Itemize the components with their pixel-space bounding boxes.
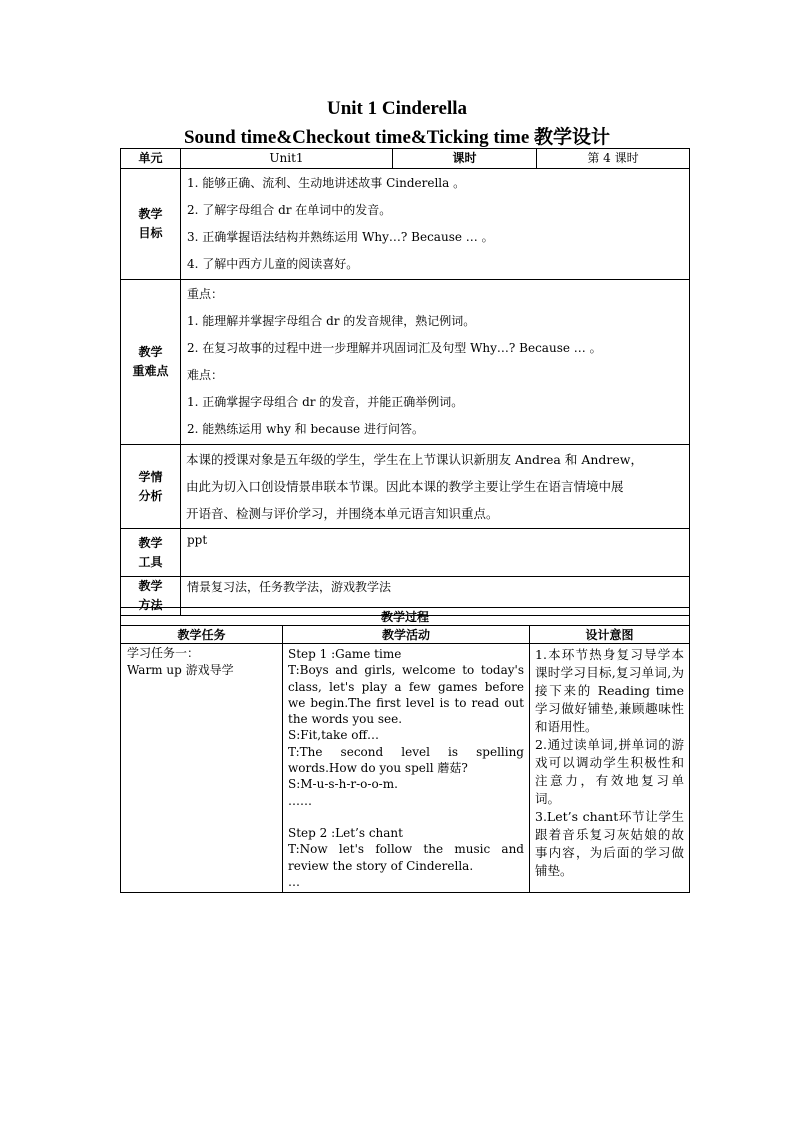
goals-label: 教学 目标 [121,169,181,280]
task-cell [121,644,283,893]
activity-line: …… [288,793,312,808]
methods-value: 情景复习法，任务教学法，游戏教学法 [181,577,690,616]
task-line: 学习任务一： [127,646,200,660]
difficulty-item: 2. 能熟练运用 why 和 because 进行问答。 [187,422,424,436]
goal-item: 1. 能够正确、流利、生动地讲述故事 Cinderella 。 [187,176,466,190]
col-task-header: 教学任务 [121,626,283,644]
task-line: Warm up 游戏导学 [127,663,234,677]
intent-line: 1.本环节热身复习导学本课时学习目标,复习单词,为接下来的 Reading time学习做好铺垫,兼顾趣味性和语用性。 [535,647,685,734]
intent-cell [530,644,690,893]
intent-line: 3.Let’s chant环节让学生跟着音乐复习灰姑娘的故事内容，为后面的学习做铺垫。 [535,809,685,878]
document-subtitle: Sound time&Checkout time&Ticking time 教学设计 [183,127,611,148]
process-title: 教学过程 [121,608,690,626]
activity-line: T:The second level is spelling words.How do you spell 蘑菇? [288,744,524,776]
activity-line [288,809,524,825]
keypoints-label: 教学 重难点 [121,280,181,445]
analysis-label: 学情 分析 [121,445,181,529]
focus-title: 重点： [187,287,224,301]
goal-item: 4. 了解中西方儿童的阅读喜好。 [187,257,359,271]
focus-item: 2. 在复习故事的过程中进一步理解并巩固词汇及句型 Why…? Because … 。 [187,341,602,355]
activity-line: S:M-u-s-h-r-o-o-m. [288,777,398,792]
activity-line: T:Now let's follow the music and review the story of Cinderella. [288,842,524,873]
tools-label: 教学 工具 [121,529,181,577]
analysis-content: 本课的授课对象是五年级的学生，学生在上节课认识新朋友 Andrea 和 Andrew， 由此为切入口创设情景串联本节课。因此本课的教学主要让学生在语言情境中展 开语音、检测与评价学习，并围绕本单元语言知识重点。 [181,445,690,529]
activity-line: S:Fit,take off… [288,728,379,743]
period-value: 第 4 课时 [537,149,690,169]
goals-content [181,169,690,280]
difficulty-item: 1. 正确掌握字母组合 dr 的发音，并能正确举例词。 [187,395,464,409]
activity-line: T:Boys and girls, welcome to today's class, let's play a few games before we begin.The first level is to read out the words you see. [288,663,524,727]
process-table [120,607,690,893]
activity-cell [283,644,530,893]
document-title: Unit 1 Cinderella [326,98,468,119]
unit-value: Unit1 [181,149,393,169]
period-label: 课时 [393,149,537,169]
activity-line: Step 1 :Game time [288,647,402,661]
keypoints-content [181,280,690,445]
methods-label: 教学 方法 [121,577,181,616]
focus-item: 1. 能理解并掌握字母组合 dr 的发音规律，熟记例词。 [187,314,476,328]
tools-value: ppt [181,529,690,577]
lesson-info-table [120,148,690,616]
activity-line: … [288,874,300,889]
unit-label: 单元 [121,149,181,169]
col-activity-header: 教学活动 [283,626,530,644]
goal-item: 2. 了解字母组合 dr 在单词中的发音。 [187,203,392,217]
intent-line: 2.通过读单词,拼单词的游戏可以调动学生积极性和注意力，有效地复习单词。 [535,737,685,806]
goal-item: 3. 正确掌握语法结构并熟练运用 Why…? Because … 。 [187,230,494,244]
difficulty-title: 难点： [187,368,224,382]
activity-line: Step 2 :Let’s chant [288,825,403,840]
col-intent-header: 设计意图 [530,626,690,644]
